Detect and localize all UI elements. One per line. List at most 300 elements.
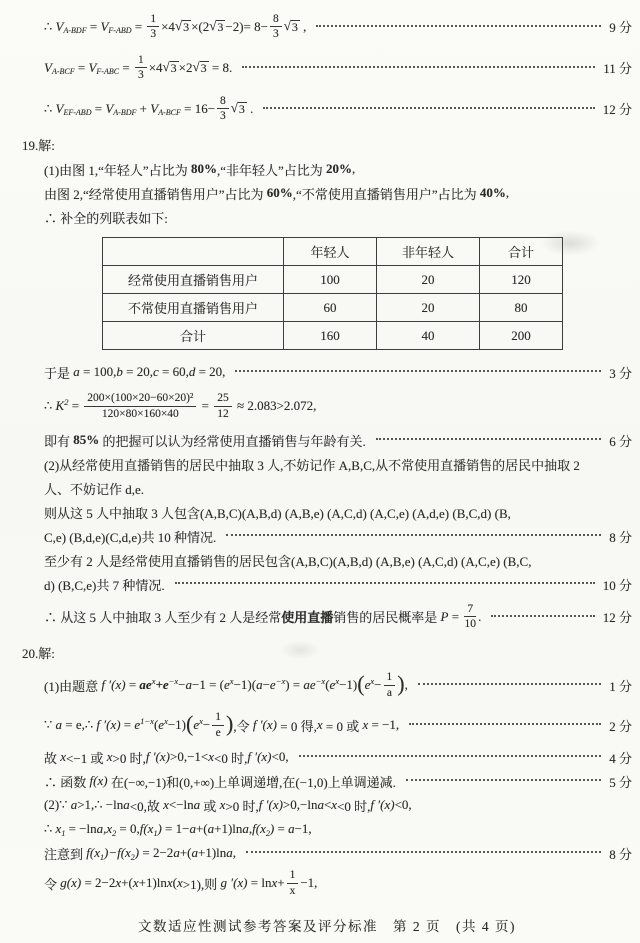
fraction-denominator: 10	[464, 618, 476, 630]
text-run: 销售的居民概率是	[333, 610, 441, 625]
text-run: ∴ 从这 5 人中抽取 3 人至少有 2 人是经常	[44, 610, 282, 625]
text-run: 60%	[266, 185, 293, 200]
text-run: +(	[121, 875, 133, 890]
fraction-numerator: 1	[384, 671, 396, 685]
table-cell: 120	[480, 266, 563, 294]
text-run: K	[55, 398, 65, 413]
text-run: c	[152, 364, 159, 379]
text-run: e	[158, 717, 165, 732]
sqrt-expression	[175, 19, 191, 35]
contingency-table	[102, 237, 563, 350]
text-run: = 16−	[180, 100, 216, 116]
fraction-numerator: 1	[212, 711, 224, 725]
text-run: ,	[103, 821, 107, 836]
dotted-leader	[242, 66, 595, 68]
text-run: = 0 得,	[276, 718, 317, 734]
text-run: f ′(x)	[101, 677, 126, 692]
fraction-numerator: 1	[147, 13, 159, 27]
text-run: A-BCF	[158, 108, 181, 117]
score-label: 11 分	[603, 61, 632, 76]
dotted-leader	[263, 107, 594, 109]
sqrt-expression	[231, 101, 247, 117]
text-run: a	[317, 797, 324, 812]
table-cell: 经常使用直播销售用户	[103, 266, 284, 294]
text-run: = 0 或	[322, 718, 363, 734]
fraction-numerator: 1	[287, 869, 299, 883]
text-run: x	[106, 749, 113, 764]
text-run: <−1 或	[66, 750, 107, 766]
table-cell: 200	[480, 322, 563, 350]
text-run: ∴	[44, 398, 56, 413]
fraction	[384, 671, 396, 698]
text-run: b	[116, 364, 123, 379]
text-run: = 2−2	[139, 845, 174, 860]
text-run: d	[188, 364, 196, 379]
text-run: −1)(	[233, 677, 257, 692]
text-run: 40%	[479, 185, 506, 200]
radical-sign: √	[230, 99, 238, 115]
text-run: A-BDF	[113, 108, 137, 117]
fraction	[217, 95, 229, 122]
text-run: >0,−1<	[169, 749, 209, 764]
text-run: ,	[404, 677, 408, 692]
solution-line	[22, 639, 632, 665]
text-run: x	[271, 875, 278, 890]
solution-line	[44, 745, 632, 769]
fraction-numerator: 25	[214, 392, 232, 406]
text-run: 19.解:	[22, 137, 55, 153]
table-cell: 60	[284, 294, 377, 322]
solution-line	[22, 131, 632, 157]
text-run: −1 = (	[192, 677, 225, 692]
text-run: a	[288, 821, 295, 836]
text-run: 在(−∞,−1)和(0,+∞)上单调递增,在(−1,0)上单调递减.	[107, 774, 396, 790]
fraction-numerator: 8	[217, 95, 229, 109]
score-label: 4 分	[609, 750, 632, 766]
score-label: 3 分	[609, 365, 632, 381]
dotted-leader	[316, 25, 601, 27]
text-run: ×4	[148, 59, 163, 75]
text-run: f(x	[86, 845, 100, 860]
text-run: 1	[61, 828, 66, 838]
text-run: 2	[64, 397, 69, 407]
text-run: <0,故	[129, 798, 164, 814]
text-run: f ′(x)	[145, 749, 170, 764]
text-run: >1,∴ −ln	[77, 797, 124, 812]
text-run: x	[164, 716, 168, 726]
text-run: >0 时,	[225, 798, 259, 814]
text-run: 20%	[326, 161, 352, 176]
table-cell: 20	[377, 294, 480, 322]
text-run: )	[269, 821, 275, 836]
fraction	[270, 13, 282, 40]
dotted-leader	[299, 755, 602, 757]
score-label: 1 分	[609, 678, 632, 694]
text-run: ,“不常使用直播销售用户”占比为	[292, 186, 480, 202]
text-run: 故	[44, 750, 61, 766]
text-run: −2)= 8−	[225, 18, 268, 34]
radicand: 3	[200, 60, 207, 75]
text-run: x	[55, 821, 62, 836]
fraction-numerator: 8	[270, 13, 282, 27]
text-run: f(x)	[89, 773, 108, 788]
score-label: 2 分	[609, 718, 632, 734]
text-run: =	[120, 717, 135, 732]
solution-line	[44, 428, 632, 452]
radicand: 3	[183, 19, 190, 34]
text-run: ∵	[44, 717, 56, 732]
text-run: )	[157, 821, 162, 836]
text-run: −1,	[300, 875, 318, 890]
text-run: 2	[112, 828, 117, 838]
table-cell: 20	[377, 266, 480, 294]
text-run: V	[100, 18, 109, 34]
text-run: =	[448, 608, 463, 624]
text-run: 1	[153, 828, 158, 838]
text-run: +(	[195, 821, 208, 836]
fraction-denominator: a	[386, 686, 392, 699]
text-run: a	[207, 821, 215, 836]
fraction	[84, 392, 196, 419]
solution-line	[44, 205, 632, 229]
text-run: >0 时,	[112, 750, 146, 766]
fraction-denominator: 3	[220, 110, 226, 122]
text-run: )	[134, 845, 140, 860]
fraction	[287, 869, 299, 896]
solution-line	[44, 705, 632, 745]
radical-sign: √	[174, 17, 183, 33]
text-run: x	[132, 875, 139, 890]
text-run: f ′(x)	[247, 749, 272, 764]
text-run: ,	[299, 18, 307, 34]
text-run: = 1−	[161, 821, 190, 836]
text-run: ∴ 补全的列联表如下:	[44, 210, 168, 226]
text-run: = e,∴	[62, 717, 97, 732]
text-run: f ′(x)	[96, 717, 121, 732]
solution-line	[44, 665, 632, 705]
solution-line	[44, 596, 632, 637]
solution-line	[44, 769, 632, 793]
radical-sign: √	[209, 17, 217, 33]
text-run: x	[163, 797, 169, 812]
text-run: a	[73, 364, 80, 379]
dotted-leader	[406, 779, 601, 781]
table-header-cell: 年轻人	[284, 238, 377, 266]
text-run: C,e) (B,d,e)(C,d,e)共 10 种情况.	[44, 529, 217, 545]
table-cell: 100	[284, 266, 377, 294]
dotted-leader	[376, 438, 601, 440]
table-cell: 合计	[103, 322, 284, 350]
text-run: x	[229, 676, 234, 686]
solution-line	[44, 452, 632, 476]
fraction	[464, 603, 476, 630]
solution-line	[44, 88, 632, 129]
text-run: x	[151, 676, 156, 686]
text-run: 人、不妨记作 d,e.	[44, 481, 145, 497]
text-run: +	[136, 100, 151, 116]
text-run: = 8.	[208, 59, 233, 75]
text-run: x	[335, 676, 340, 686]
fraction-denominator: 3	[137, 69, 144, 81]
fraction-numerator: 7	[464, 603, 476, 617]
text-run: <0 时,	[214, 750, 248, 766]
text-run: (	[153, 717, 159, 732]
dotted-leader	[246, 851, 601, 853]
dotted-leader	[175, 582, 595, 584]
fraction-denominator: 3	[150, 28, 157, 40]
text-run: x	[115, 875, 122, 890]
text-run: −x	[168, 676, 179, 686]
table-cell: 不常使用直播销售用户	[103, 294, 284, 322]
text-run: +1)ln	[197, 845, 227, 860]
text-run: −x	[315, 676, 326, 686]
text-run: e	[224, 677, 230, 692]
text-run: −x	[275, 676, 286, 686]
text-run: ≈ 2.083>2.072,	[233, 398, 317, 413]
text-run: ,	[505, 185, 510, 200]
sqrt-expression	[163, 60, 179, 76]
text-run: (2)从经常使用直播销售的居民中抽取 3 人,不妨记作 A,B,C,从不常使用直播销售的居民中抽取 2	[44, 457, 580, 473]
dotted-leader	[235, 370, 601, 372]
text-run: .	[478, 608, 482, 624]
text-run: a	[55, 717, 63, 732]
table-row	[103, 266, 563, 294]
text-run: 2	[265, 828, 270, 838]
text-run: (	[357, 671, 365, 697]
text-run: ∴	[44, 18, 56, 34]
text-run: a	[226, 845, 233, 860]
text-run: x	[60, 749, 67, 764]
text-run: ∴	[44, 100, 56, 116]
text-run: +	[277, 875, 285, 890]
solution-line	[44, 476, 632, 500]
solution-line	[44, 500, 632, 524]
text-run: 即有	[44, 433, 74, 449]
solution-line	[44, 548, 632, 572]
text-run: ×(2	[191, 18, 210, 34]
table-cell: 160	[284, 322, 377, 350]
text-run: F-ABD	[108, 26, 132, 35]
text-run: V	[150, 100, 159, 116]
text-run: f ′(x)	[258, 797, 283, 812]
text-run: ) =	[285, 677, 304, 692]
score-label: 10 分	[602, 577, 632, 593]
text-run: +e	[155, 677, 169, 692]
text-run: a	[191, 845, 198, 860]
text-run: 的把握可以认为经常使用直播销售与年龄有关.	[99, 433, 366, 449]
text-run: (	[172, 875, 178, 890]
text-run: >0,−ln	[282, 797, 318, 812]
text-run: +1)ln	[214, 821, 243, 836]
text-run: <	[323, 797, 332, 812]
text-run: 85%	[73, 432, 100, 447]
text-run: x	[199, 716, 203, 726]
text-run: a	[96, 821, 104, 836]
dotted-leader	[418, 683, 601, 685]
text-run: (1)由题意	[44, 678, 102, 694]
text-run: = ln	[247, 875, 272, 890]
solution-line	[44, 181, 632, 205]
text-run: 至少有 2 人是经常使用直播销售的居民包含(A,B,C)(A,B,d) (A,B,e) (A,C,d) (A,C,e) (B,C,	[44, 553, 532, 569]
radicand: 3	[291, 19, 298, 34]
text-run: +(	[179, 845, 192, 860]
text-run: a	[173, 845, 180, 860]
text-run: = 20,	[195, 364, 226, 379]
text-run: >1),则	[182, 876, 221, 892]
text-run: (	[325, 677, 330, 692]
text-run: x	[316, 717, 323, 732]
text-run: e	[329, 677, 336, 692]
text-run: ,“非年轻人”占比为	[216, 162, 326, 178]
dotted-leader	[491, 615, 594, 617]
text-run: ,令	[233, 718, 253, 734]
text-run: −1)	[339, 677, 358, 692]
solution-line	[44, 157, 632, 181]
text-run: =	[125, 677, 140, 692]
text-run: V	[55, 100, 64, 116]
text-run: x	[370, 676, 375, 686]
score-label: 8 分	[609, 529, 632, 545]
fraction	[212, 711, 224, 738]
text-run: d) (B,C,e)共 7 种情况.	[44, 577, 165, 593]
text-run: )	[397, 671, 405, 697]
text-run: g(x)	[60, 875, 82, 890]
text-run: (2)∵	[44, 797, 71, 812]
score-label: 8 分	[609, 846, 632, 862]
text-run: ae	[139, 677, 152, 692]
text-run: 注意到	[44, 846, 87, 862]
text-run: ∴ 函数	[44, 774, 90, 790]
score-label: 9 分	[609, 20, 632, 35]
radical-sign: √	[162, 58, 170, 74]
score-label: 12 分	[602, 102, 632, 117]
text-run: ,	[352, 161, 356, 176]
fraction	[135, 54, 147, 81]
radicand: 3	[217, 19, 224, 34]
text-run: A-BDF	[63, 26, 87, 35]
text-run: ∴	[44, 821, 56, 836]
fraction-denominator: 120×80×160×40	[101, 407, 179, 420]
solution-line	[44, 841, 632, 865]
fraction-numerator: 200×(100×20−60×20)²	[84, 392, 196, 406]
text-run: )	[226, 711, 234, 737]
fraction	[214, 392, 232, 419]
solution-line	[44, 47, 632, 88]
text-run: f(x	[139, 821, 154, 836]
dotted-leader	[226, 534, 601, 536]
text-run: A-BCF	[51, 67, 75, 76]
text-run: V	[105, 100, 114, 116]
text-run: = 100,	[79, 364, 117, 379]
table-header-cell: 合计	[480, 238, 563, 266]
text-run: = 2−2	[81, 875, 116, 890]
fraction-denominator: 12	[217, 407, 229, 420]
solution-line	[44, 865, 632, 901]
text-run: ae	[303, 677, 316, 692]
text-run: x	[219, 797, 226, 812]
solution-line	[44, 360, 632, 384]
text-run: 1	[99, 852, 104, 862]
table-cell: 40	[377, 322, 480, 350]
text-run: <0,	[394, 797, 412, 812]
radicand: 3	[170, 60, 177, 75]
sqrt-expression	[193, 60, 209, 76]
score-label: 6 分	[609, 433, 632, 449]
text-run: a	[70, 797, 78, 812]
text-run: P	[440, 608, 449, 624]
fraction-denominator: x	[289, 884, 296, 897]
text-run: e	[134, 717, 141, 732]
text-run: <−ln	[168, 797, 194, 812]
text-run: −1)	[167, 717, 187, 732]
text-run: x	[362, 717, 369, 732]
text-run: e	[269, 677, 276, 692]
solution-line	[44, 572, 632, 596]
text-run: (1)由图 1,“年轻人”占比为	[44, 162, 191, 178]
page-footer: 文数适应性测试参考答案及评分标准 第 2 页 (共 4 页)	[138, 919, 516, 934]
text-run: e	[193, 717, 200, 732]
text-run: =	[91, 100, 106, 116]
text-run: F-ABC	[96, 67, 120, 76]
text-run: =	[119, 59, 133, 75]
text-run: 或	[200, 798, 220, 814]
text-run: = 60,	[158, 364, 189, 379]
text-run: = −1,	[368, 717, 400, 732]
dotted-leader	[409, 723, 601, 725]
text-run: (	[186, 711, 194, 737]
text-run: a	[123, 797, 130, 812]
text-run: )−f(x	[103, 845, 131, 860]
text-run: =	[68, 398, 83, 413]
text-run: ×4	[161, 18, 175, 34]
text-run: =	[131, 18, 146, 34]
fraction-denominator: e	[215, 726, 221, 739]
text-run: = 20,	[122, 364, 153, 379]
text-run: = −ln	[65, 821, 97, 836]
table-row	[103, 294, 563, 322]
text-run: 令	[44, 876, 61, 892]
radical-sign: √	[283, 17, 291, 33]
text-run: 1−x	[140, 716, 154, 726]
fraction	[147, 13, 159, 40]
text-run: +1)ln	[138, 875, 167, 890]
solution-line	[44, 793, 632, 817]
solution-line	[44, 384, 632, 428]
text-run: x	[166, 875, 173, 890]
text-run: 20.解:	[22, 645, 55, 661]
text-run: −	[178, 677, 186, 692]
table-cell: 80	[480, 294, 563, 322]
text-run: ,	[248, 821, 253, 836]
score-label: 12 分	[602, 610, 632, 625]
text-run: x	[208, 749, 215, 764]
text-run: 则从这 5 人中抽取 3 人包含(A,B,C)(A,B,d) (A,B,e) (A,C,d) (A,C,e) (A,d,e) (B,C,d) (B,	[44, 505, 511, 521]
text-run: a	[189, 821, 196, 836]
text-run: = 0,	[116, 821, 140, 836]
solution-line	[44, 524, 632, 548]
text-run: =	[74, 59, 89, 75]
text-run: ×2	[178, 59, 193, 75]
text-run: =	[198, 398, 213, 413]
text-run: f(x	[252, 821, 266, 836]
text-run: x	[331, 797, 338, 812]
text-run: =	[86, 18, 101, 34]
text-run: a	[242, 821, 249, 836]
text-run: f ′(x)	[370, 797, 395, 812]
solution-line	[44, 6, 632, 47]
table-row	[103, 322, 563, 350]
solution-line	[44, 817, 632, 841]
